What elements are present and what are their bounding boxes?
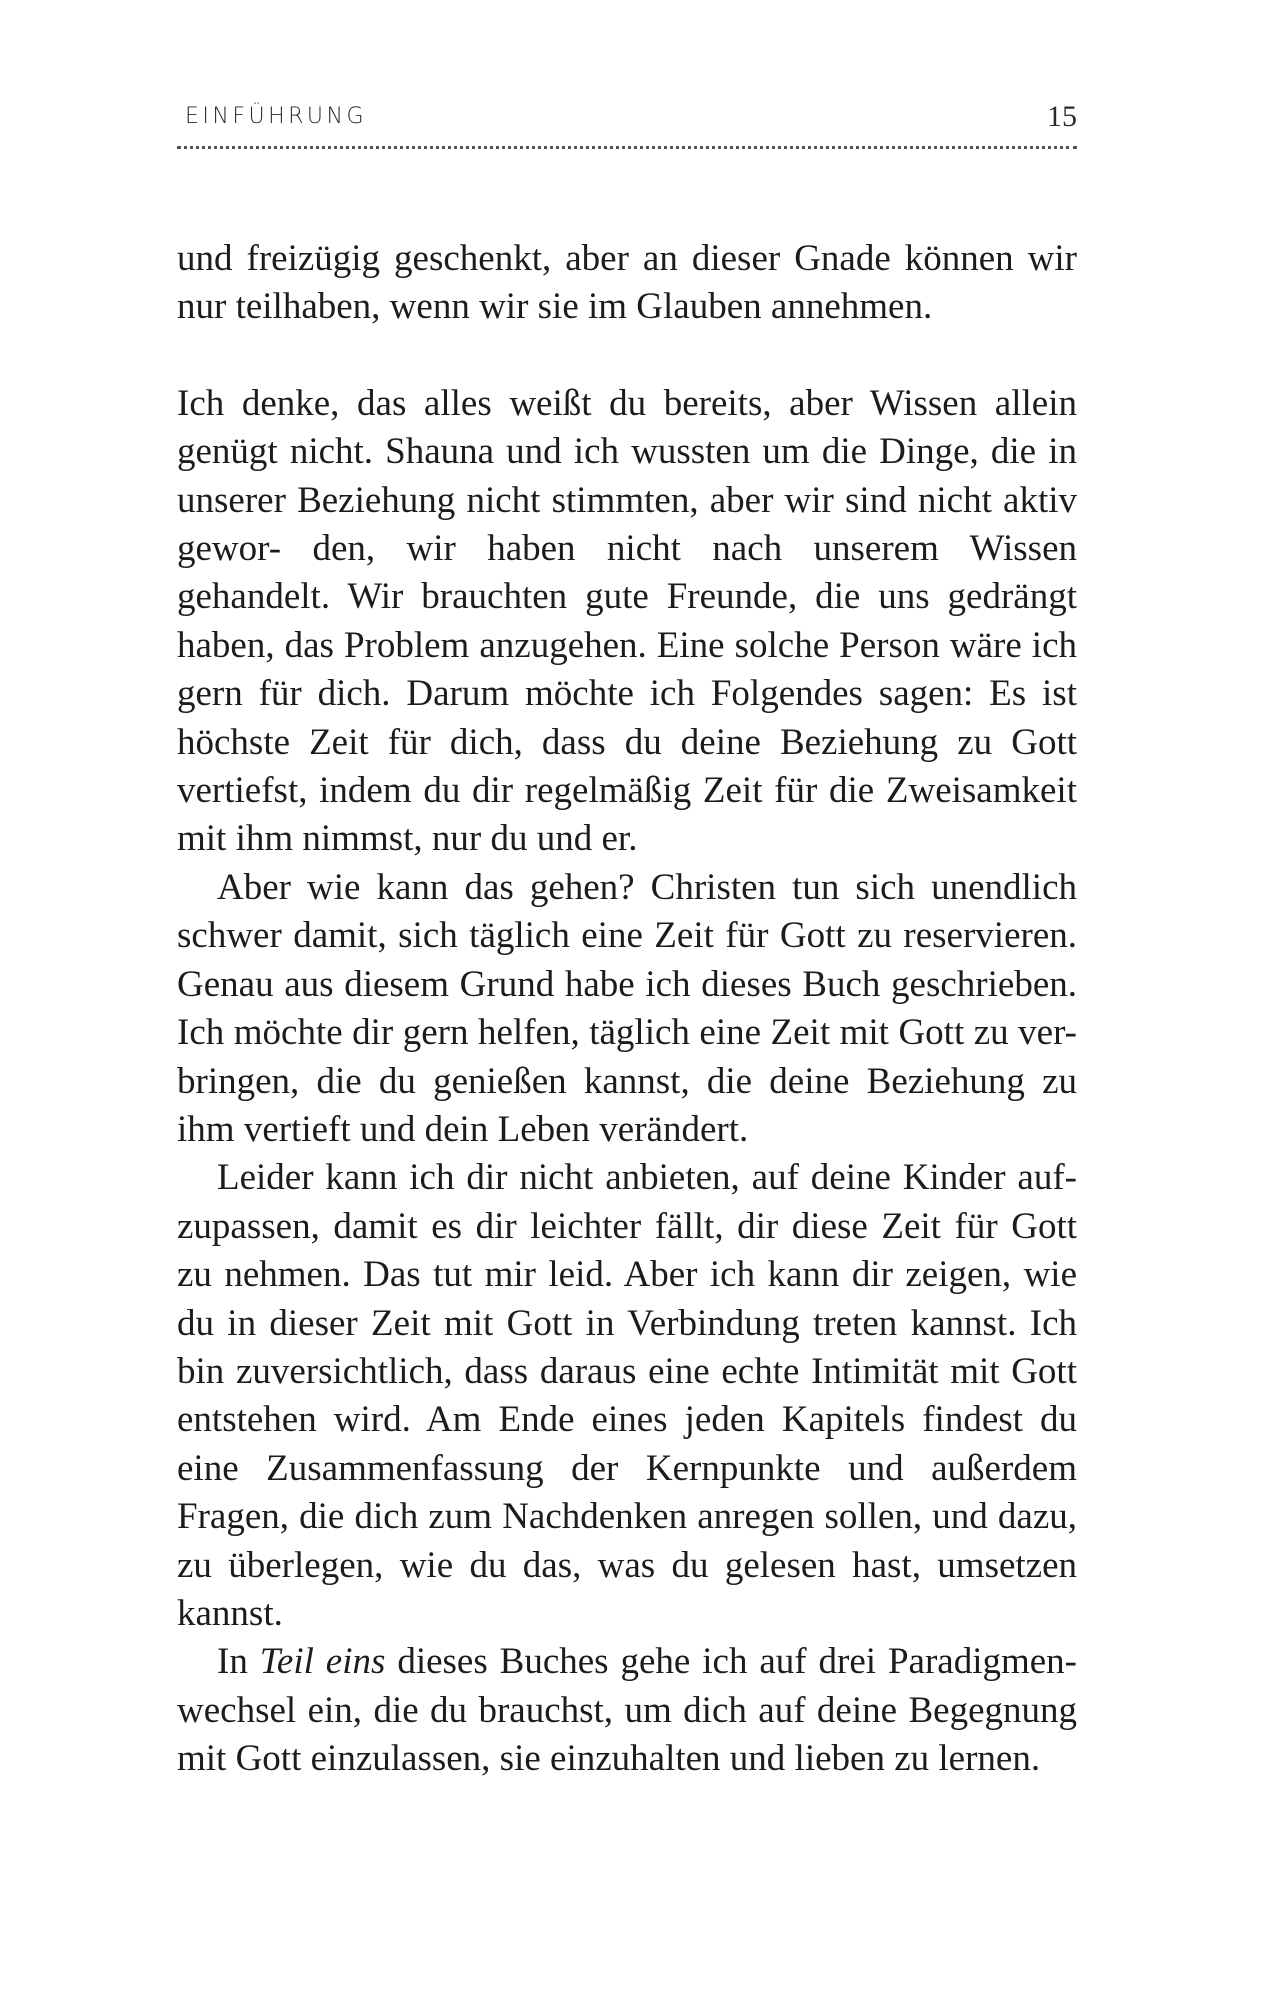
paragraph: [177, 864, 1077, 1154]
text-line: Ich denke, das alles weißt du bereits, aber Wissen allein genügt: [177, 382, 1077, 473]
text-line: dich zum Nachdenken anregen sollen, und dazu, zu überlegen,: [177, 1496, 1077, 1586]
chapter-title: EINFÜHRUNG: [185, 104, 368, 129]
page-number: 15: [1047, 100, 1077, 133]
text-line: Aber wie kann das gehen? Christen tun sich unendlich: [217, 866, 1077, 908]
text-line: teilhaben, wenn wir sie im Glauben annehmen.: [235, 286, 933, 328]
text-line: Beziehung nicht stimmten, aber wir sind nicht aktiv gewor-: [177, 479, 1078, 570]
text-fragment: In: [217, 1641, 260, 1683]
dotted-divider: [177, 146, 1077, 149]
text-line: bin zuversichtlich, dass daraus eine echte Intimität mit Gott: [177, 1350, 1077, 1392]
text-line: Leider kann ich dir nicht anbieten, auf deine Kinder auf-: [217, 1157, 1077, 1199]
text-line: mit Gott einzulassen, sie einzuhalten und lieben zu lernen.: [177, 1738, 1041, 1780]
text-line: vertieft und dein Leben verändert.: [243, 1108, 749, 1150]
text-line: Zusammenfassung der Kernpunkte und außerdem Fragen, die: [177, 1447, 1077, 1538]
text-line: wie du das, was du gelesen hast, umsetzen kannst.: [177, 1544, 1078, 1634]
text-line: entstehen wird. Am Ende eines jeden Kapitels findest du eine: [177, 1399, 1077, 1489]
text-line: nicht. Shauna und ich wussten um die Dinge, die in unserer: [177, 431, 1077, 521]
text-line: du in dieser Zeit mit Gott in Verbindung treten kannst. Ich: [177, 1302, 1077, 1344]
paragraph: [177, 1638, 1077, 1783]
body-text: [177, 235, 1077, 1784]
text-line: Genau aus diesem Grund habe ich dieses Buch geschrieben.: [177, 963, 1077, 1005]
text-line: bringen, die du genießen kannst, die deine Beziehung zu ihm: [177, 1060, 1077, 1150]
text-line: schwer damit, sich täglich eine Zeit für Gott zu reservieren.: [177, 915, 1077, 957]
text-line: den, wir haben nicht nach unserem Wissen gehandelt. Wir: [177, 528, 1077, 618]
text-line: zu nehmen. Das tut mir leid. Aber ich kann dir zeigen, wie: [177, 1254, 1077, 1296]
text-line: wechsel ein, die du brauchst, um dich auf deine Begegnung: [177, 1689, 1077, 1731]
text-line: möchte ich Folgendes sagen: Es ist höchste Zeit für dich, dass: [177, 673, 1077, 763]
text-line: anzugehen. Eine solche Person wäre ich gern für dich. Darum: [177, 624, 1077, 715]
book-page: [177, 0, 1077, 2000]
paragraph-section-start: [177, 380, 1077, 864]
text-fragment: dieses Buches gehe ich auf drei Paradigmen-: [385, 1641, 1077, 1683]
text-line: und freizügig geschenkt, aber an dieser Gnade können wir nur: [177, 238, 1077, 328]
running-head: [177, 100, 1077, 160]
paragraph-continuation: [177, 235, 1077, 332]
text-line: brauchten gute Freunde, die uns gedrängt haben, das Problem: [177, 576, 1077, 666]
text-line: Zeit für die Zweisamkeit mit ihm nimmst, nur du und er.: [177, 770, 1077, 860]
paragraph: [177, 1154, 1077, 1638]
italic-book-part: Teil eins: [259, 1641, 386, 1683]
text-line: zupassen, damit es dir leichter fällt, dir diese Zeit für Gott: [177, 1205, 1077, 1247]
text-line: du deine Beziehung zu Gott vertiefst, indem du dir regelmäßig: [177, 721, 1078, 812]
text-line: Ich möchte dir gern helfen, täglich eine Zeit mit Gott zu ver-: [177, 1012, 1077, 1054]
